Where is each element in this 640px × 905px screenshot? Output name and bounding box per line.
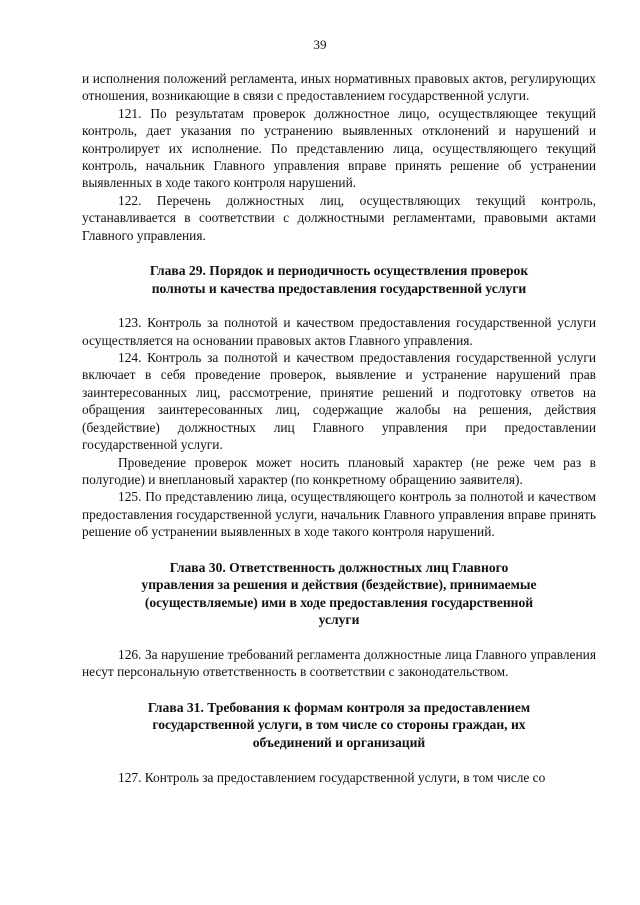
- chapter-heading-line: объединений и организаций: [252, 734, 426, 750]
- chapter-heading-line: полноты и качества предоставления государственной услуги: [151, 280, 527, 296]
- chapter-heading-line: государственной услуги, в том числе со стороны граждан, их: [152, 717, 526, 733]
- chapter-heading-line: Глава 30. Ответственность должностных лиц Главного: [169, 559, 509, 575]
- chapter-heading: [82, 699, 596, 752]
- paragraph: 124. Контроль за полнотой и качеством предоставления государственной услуги включает в себя проведение проверок, выявление и устранение нарушений прав заинтересованных лиц, рассмотрение, принятие решений и подготовку ответов на обращения заинтересованных лиц, содержащие жалобы на решения, действия (бездействие) должностных лиц Главного управления при предоставлении государственной услуги.: [82, 350, 596, 453]
- paragraph: 125. По представлению лица, осуществляющего контроль за полнотой и качеством предоставления государственной услуги, начальник Главного управления вправе принять решение об устранении выявленных в ходе такого контроля нарушений.: [82, 489, 596, 540]
- paragraph: 126. За нарушение требований регламента должностные лица Главного управления несут персональную ответственность в соответствии с законодательством.: [82, 646, 596, 680]
- chapter-heading-line: Глава 29. Порядок и периодичность осуществления проверок: [149, 263, 529, 279]
- paragraph: 123. Контроль за полнотой и качеством предоставления государственной услуги осуществляется на основании правовых актов Главного управления.: [82, 315, 596, 348]
- chapter-heading-line: управления за решения и действия (бездействие), принимаемые: [141, 577, 537, 593]
- document-body: [82, 70, 596, 786]
- chapter-heading: [82, 559, 596, 629]
- paragraph: 121. По результатам проверок должностное лицо, осуществляющее текущий контроль, дает указания по устранению выявленных отклонений и нарушений и контролирует их исполнение. По представлению лица, осуществляющего текущий контроль, начальник Главного управления вправе принять решение об устранении выявленных в ходе такого контроля нарушений.: [82, 105, 596, 191]
- paragraph: 127. Контроль за предоставлением государственной услуги, в том числе со: [118, 769, 546, 785]
- paragraph: и исполнения положений регламента, иных нормативных правовых актов, регулирующих отношения, возникающие в связи с предоставлением государственной услуги.: [82, 71, 596, 104]
- chapter-heading-line: Глава 31. Требования к формам контроля за предоставлением: [147, 699, 531, 715]
- page-number: 39: [313, 37, 327, 52]
- chapter-heading-line: (осуществляемые) ими в ходе предоставления государственной: [144, 594, 534, 610]
- paragraph: 122. Перечень должностных лиц, осуществляющих текущий контроль, устанавливается в соответствии с должностными регламентами, правовыми актами Главного управления.: [82, 192, 596, 243]
- paragraph: Проведение проверок может носить плановый характер (не реже чем раз в полугодие) и внеплановый характер (по конкретному обращению заявителя).: [82, 454, 596, 487]
- chapter-heading-line: услуги: [318, 612, 360, 628]
- chapter-heading: [82, 262, 596, 297]
